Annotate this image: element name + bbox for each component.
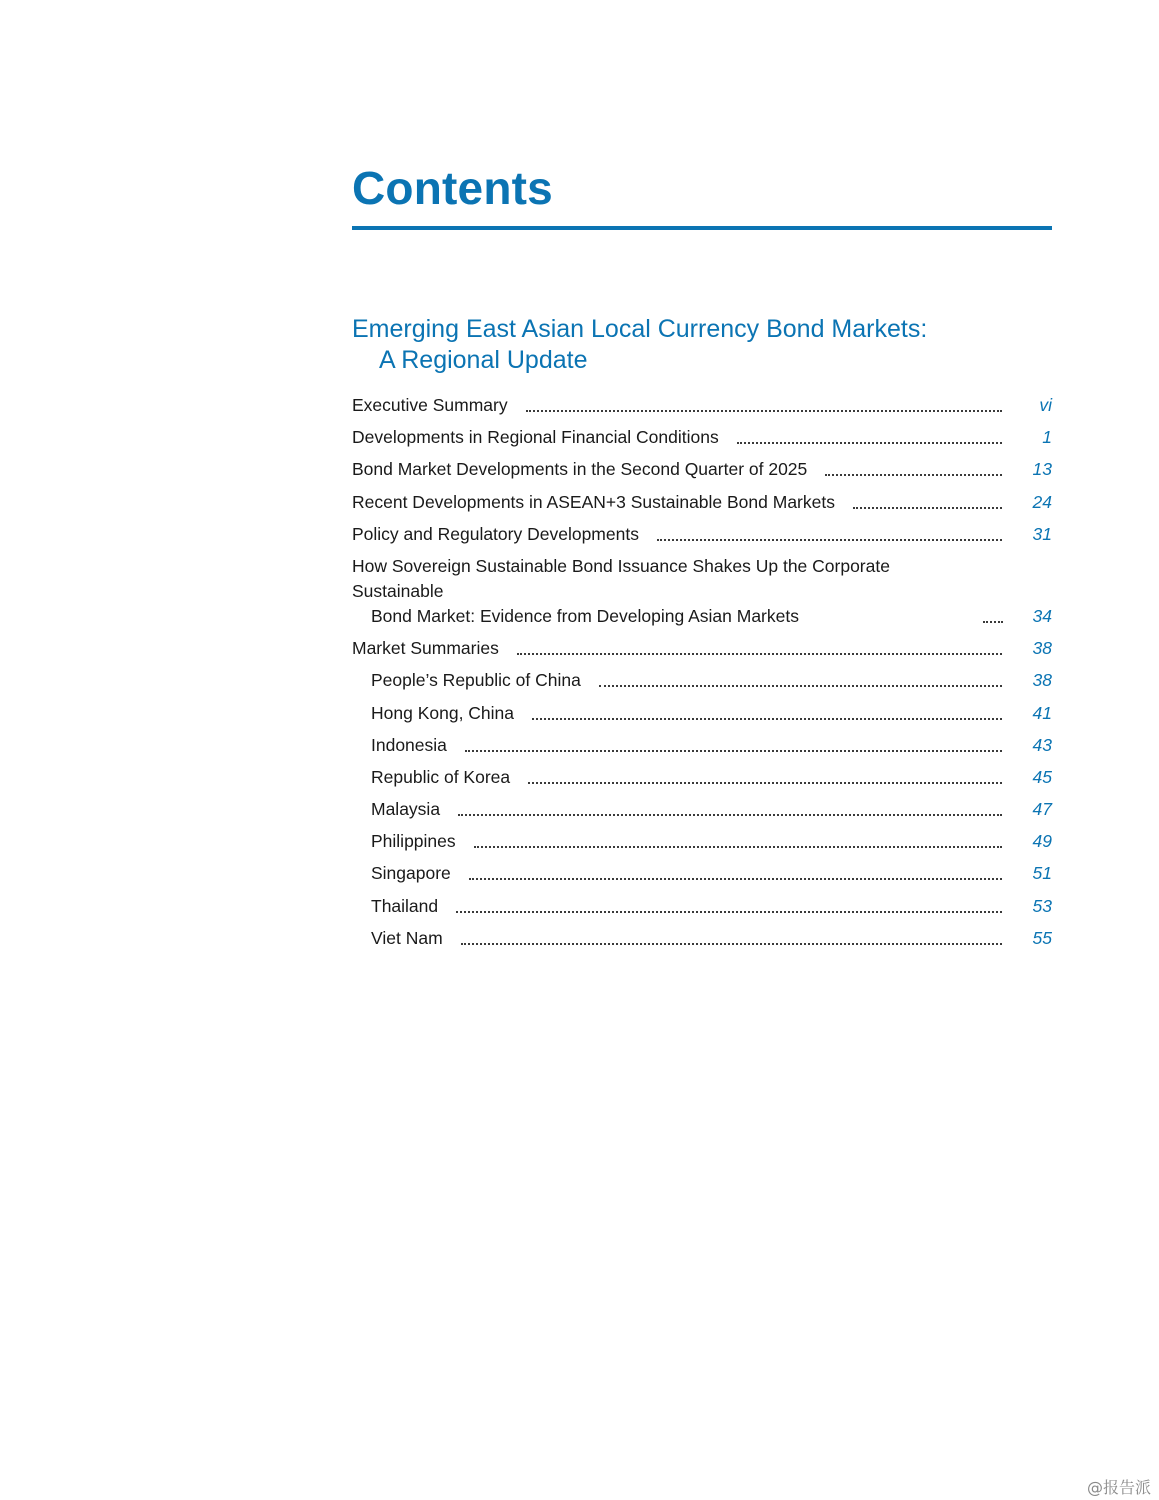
toc-entry-label: Hong Kong, China (371, 702, 515, 723)
dot-leader (526, 410, 1002, 412)
toc-page-number: 55 (1032, 927, 1052, 948)
toc-page-number: 13 (1032, 459, 1052, 480)
dot-leader (474, 846, 1002, 848)
dot-leader (465, 750, 1002, 752)
dot-leader (983, 621, 1003, 623)
toc-entry-label: Thailand (371, 895, 439, 916)
toc-entry-label: Singapore (371, 863, 451, 884)
toc-page-number: 38 (1032, 638, 1052, 659)
toc-entry-label: Developments in Regional Financial Conditions (352, 427, 719, 448)
section-heading-line2: A Regional Update (379, 346, 588, 374)
watermark: @报告派 (1086, 1478, 1151, 1497)
dot-leader (737, 442, 1002, 444)
toc-page-number: 31 (1032, 523, 1052, 544)
dot-leader (657, 539, 1002, 541)
toc-page-number: 43 (1032, 734, 1052, 755)
toc-page-number: 34 (1032, 605, 1052, 626)
toc-page-number: 47 (1032, 799, 1052, 820)
section-heading (352, 314, 1052, 376)
toc-entry-policy-regulatory[interactable] (352, 522, 1052, 547)
toc-entry-label: Viet Nam (371, 927, 443, 948)
toc-entry-market-summaries[interactable] (352, 636, 1052, 661)
toc-entry-label (352, 554, 965, 629)
toc-entry-bond-market-developments[interactable] (352, 457, 1052, 482)
toc-entry-label: Malaysia (371, 799, 441, 820)
toc-page-number: 38 (1032, 670, 1052, 691)
dot-leader (517, 653, 1002, 655)
toc-entry-korea[interactable] (352, 765, 1052, 790)
toc-entry-executive-summary[interactable] (352, 393, 1052, 418)
dot-leader (458, 814, 1002, 816)
toc-entry-label: Bond Market Developments in the Second Quarter of 2025 (352, 459, 808, 480)
toc-entry-label: Market Summaries (352, 638, 499, 659)
toc-entry-label: Republic of Korea (371, 766, 511, 787)
toc-entry-label: Recent Developments in ASEAN+3 Sustainable Bond Markets (352, 491, 835, 512)
dot-leader (532, 718, 1002, 720)
toc-page-number: 53 (1032, 895, 1052, 916)
toc-entry-indonesia[interactable] (352, 733, 1052, 758)
toc-page-number: 1 (1042, 427, 1052, 448)
toc-entry-malaysia[interactable] (352, 797, 1052, 822)
toc-entry-label-line1: How Sovereign Sustainable Bond Issuance Shakes Up the Corporate Sustainable (352, 555, 890, 601)
toc-page-number: 41 (1032, 702, 1052, 723)
dot-leader (599, 685, 1002, 687)
section-heading-line1: Emerging East Asian Local Currency Bond Markets: (352, 315, 928, 343)
toc-page-number: 45 (1032, 766, 1052, 787)
toc-entry-label: Indonesia (371, 734, 447, 755)
dot-leader (853, 507, 1002, 509)
toc-page-number: vi (1039, 395, 1052, 415)
toc-entry-singapore[interactable] (352, 861, 1052, 886)
toc-entry-hong-kong[interactable] (352, 701, 1052, 726)
page-title: Contents (352, 162, 553, 214)
toc-entry-sovereign-sustainable-bond[interactable] (352, 554, 1052, 629)
toc-entry-prc[interactable] (352, 668, 1052, 693)
dot-leader (456, 911, 1002, 913)
table-of-contents (352, 393, 1052, 958)
title-divider (352, 226, 1052, 230)
toc-entry-label-line2: Bond Market: Evidence from Developing Asian Markets (371, 605, 799, 626)
toc-entry-sustainable-bond-markets[interactable] (352, 490, 1052, 515)
toc-entry-label: Executive Summary (352, 395, 508, 415)
dot-leader (825, 474, 1002, 476)
toc-entry-viet-nam[interactable] (352, 926, 1052, 951)
dot-leader (461, 943, 1002, 945)
toc-entry-label: People’s Republic of China (371, 670, 581, 691)
toc-page-number: 49 (1032, 831, 1052, 852)
toc-page-number: 51 (1032, 863, 1052, 884)
toc-entry-thailand[interactable] (352, 894, 1052, 919)
toc-entry-regional-financial-conditions[interactable] (352, 425, 1052, 450)
dot-leader (528, 782, 1002, 784)
dot-leader (469, 878, 1002, 880)
toc-entry-label: Policy and Regulatory Developments (352, 523, 639, 544)
toc-entry-philippines[interactable] (352, 829, 1052, 854)
toc-page-number: 24 (1032, 491, 1052, 512)
toc-entry-label: Philippines (371, 831, 456, 852)
